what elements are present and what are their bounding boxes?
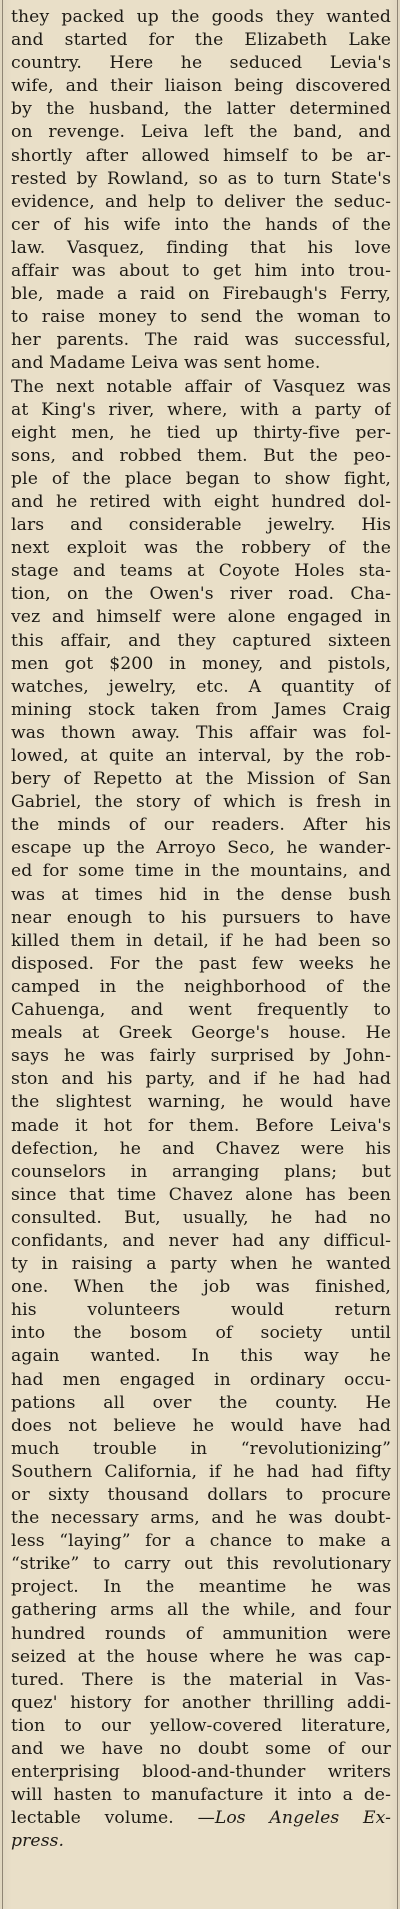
article-line-67: less “laying” for a chance to make a	[11, 1531, 391, 1552]
article-line-64: Southern California, if he had had fifty	[11, 1461, 391, 1482]
source-attribution: —Los Angeles Ex-	[197, 1808, 391, 1829]
article-line-11: law. Vasquez, finding that his love	[11, 237, 391, 258]
right-column-rule	[397, 0, 398, 1909]
article-line-46: says he was fairly surprised by John-	[11, 1046, 391, 1067]
article-line-70: gathering arms all the while, and four	[11, 1600, 391, 1621]
article-line-61: pations all over the county. He	[11, 1392, 391, 1413]
article-column	[11, 6, 391, 1854]
article-line-5: by the husband, the latter determined	[11, 99, 391, 120]
article-line-21: ple of the place began to show fight,	[11, 468, 391, 489]
article-line-39: was at times hid in the dense bush	[11, 884, 391, 905]
article-line-74: quez' history for another thrilling addi-	[11, 1692, 391, 1713]
article-line-28: this affair, and they captured sixteen	[11, 630, 391, 651]
article-line-57: his volunteers would return	[11, 1300, 391, 1321]
article-line-79	[11, 1807, 391, 1830]
article-line-45: meals at Greek George's house. He	[11, 1023, 391, 1044]
left-column-rule	[2, 0, 3, 1909]
source-attribution-end: press.	[11, 1831, 65, 1852]
article-line-69: project. In the meantime he was	[11, 1577, 391, 1598]
article-line-60: had men engaged in ordinary occu-	[11, 1369, 391, 1390]
article-line-42: disposed. For the past few weeks he	[11, 953, 391, 974]
article-line-33: lowed, at quite an interval, by the rob-	[11, 746, 391, 766]
article-line-73: tured. There is the material in Vas-	[11, 1669, 391, 1690]
article-line-62: does not believe he would have had	[11, 1415, 391, 1436]
article-line-13: ble, made a raid on Firebaugh's Ferry,	[11, 284, 391, 305]
article-line-3: country. Here he seduced Levia's	[11, 53, 391, 74]
article-line-63: much trouble in “revolutionizing”	[11, 1438, 391, 1459]
article-line-58: into the bosom of society until	[11, 1323, 391, 1344]
article-line-77: enterprising blood-and-thunder writers	[11, 1762, 391, 1783]
article-line-53: consulted. But, usually, he had no	[11, 1207, 391, 1228]
article-line-15: her parents. The raid was successful,	[11, 330, 391, 351]
article-line-76: and we have no doubt some of our	[11, 1739, 391, 1760]
article-line-56: one. When the job was finished,	[11, 1277, 391, 1298]
article-line-50: defection, he and Chavez were his	[11, 1138, 391, 1159]
article-line-51: counselors in arranging plans; but	[11, 1161, 391, 1182]
article-line-35: Gabriel, the story of which is fresh in	[11, 792, 391, 813]
article-line-54: confidants, and never had any difficul-	[11, 1230, 391, 1251]
article-line-12: affair was about to get him into trou-	[11, 261, 391, 282]
article-line-44: Cahuenga, and went frequently to	[11, 1000, 391, 1021]
article-line-59: again wanted. In this way he	[11, 1346, 391, 1367]
article-line-47: ston and his party, and if he had had	[11, 1069, 391, 1090]
article-line-32: was thown away. This affair was fol-	[11, 722, 391, 743]
article-line-68: “strike” to carry out this revolutionary	[11, 1554, 391, 1575]
article-line-8: rested by Rowland, so as to turn State's	[11, 168, 391, 189]
article-line-66: the necessary arms, and he was doubt-	[11, 1508, 391, 1529]
article-line-75: tion to our yellow-covered literature,	[11, 1715, 391, 1736]
article-line-78: will hasten to manufacture it into a de-	[11, 1785, 391, 1806]
article-line-7: shortly after allowed himself to be ar-	[11, 145, 391, 166]
article-line-19: eight men, he tied up thirty-five per-	[11, 422, 391, 443]
article-line-2: and started for the Elizabeth Lake	[11, 30, 391, 51]
article-line-16: and Madame Leiva was sent home.	[11, 353, 321, 374]
article-line-14: to raise money to send the woman to	[11, 307, 391, 328]
article-line-37: escape up the Arroyo Seco, he wander-	[11, 838, 391, 859]
article-line-40: near enough to his pursuers to have	[11, 907, 391, 928]
article-line-10: cer of his wife into the hands of the	[11, 214, 391, 235]
article-line-48: the slightest warning, he would have	[11, 1092, 391, 1113]
article-line-27: vez and himself were alone engaged in	[11, 607, 391, 628]
article-line-22: and he retired with eight hundred dol-	[11, 491, 391, 512]
article-line-25: stage and teams at Coyote Holes sta-	[11, 561, 391, 582]
cropped-next-item	[14, 1896, 384, 1909]
article-line-9: evidence, and help to deliver the seduc-	[11, 191, 391, 212]
article-line-36: the minds of our readers. After his	[11, 815, 391, 836]
article-line-24: next exploit was the robbery of the	[11, 538, 391, 559]
article-line-30: watches, jewelry, etc. A quantity of	[11, 676, 391, 697]
article-line-38: ed for some time in the mountains, and	[11, 861, 391, 882]
article-final-text: lectable volume.	[11, 1808, 174, 1829]
article-line-29: men got $200 in money, and pistols,	[11, 653, 391, 674]
article-line-20: sons, and robbed them. But the peo-	[11, 445, 391, 466]
article-line-43: camped in the neighborhood of the	[11, 976, 391, 997]
article-line-52: since that time Chavez alone has been	[11, 1184, 391, 1205]
article-line-49: made it hot for them. Before Leiva's	[11, 1115, 391, 1136]
article-line-26: tion, on the Owen's river road. Cha-	[11, 584, 391, 605]
article-line-4: wife, and their liaison being discovered	[11, 76, 391, 97]
article-line-1: they packed up the goods they wanted	[11, 7, 391, 27]
article-line-6: on revenge. Leiva left the band, and	[11, 122, 391, 143]
article-line-18: at King's river, where, with a party of	[11, 399, 391, 420]
article-line-55: ty in raising a party when he wanted	[11, 1254, 391, 1275]
article-line-71: hundred rounds of ammunition were	[11, 1623, 391, 1644]
article-line-41: killed them in detail, if he had been so	[11, 930, 391, 951]
article-line-72: seized at the house where he was cap-	[11, 1646, 391, 1667]
article-line-31: mining stock taken from James Craig	[11, 699, 391, 720]
article-line-17: The next notable affair of Vasquez was	[11, 376, 391, 397]
article-line-65: or sixty thousand dollars to procure	[11, 1485, 391, 1505]
article-line-34: bery of Repetto at the Mission of San	[11, 769, 391, 790]
article-line-23: lars and considerable jewelry. His	[11, 515, 391, 536]
